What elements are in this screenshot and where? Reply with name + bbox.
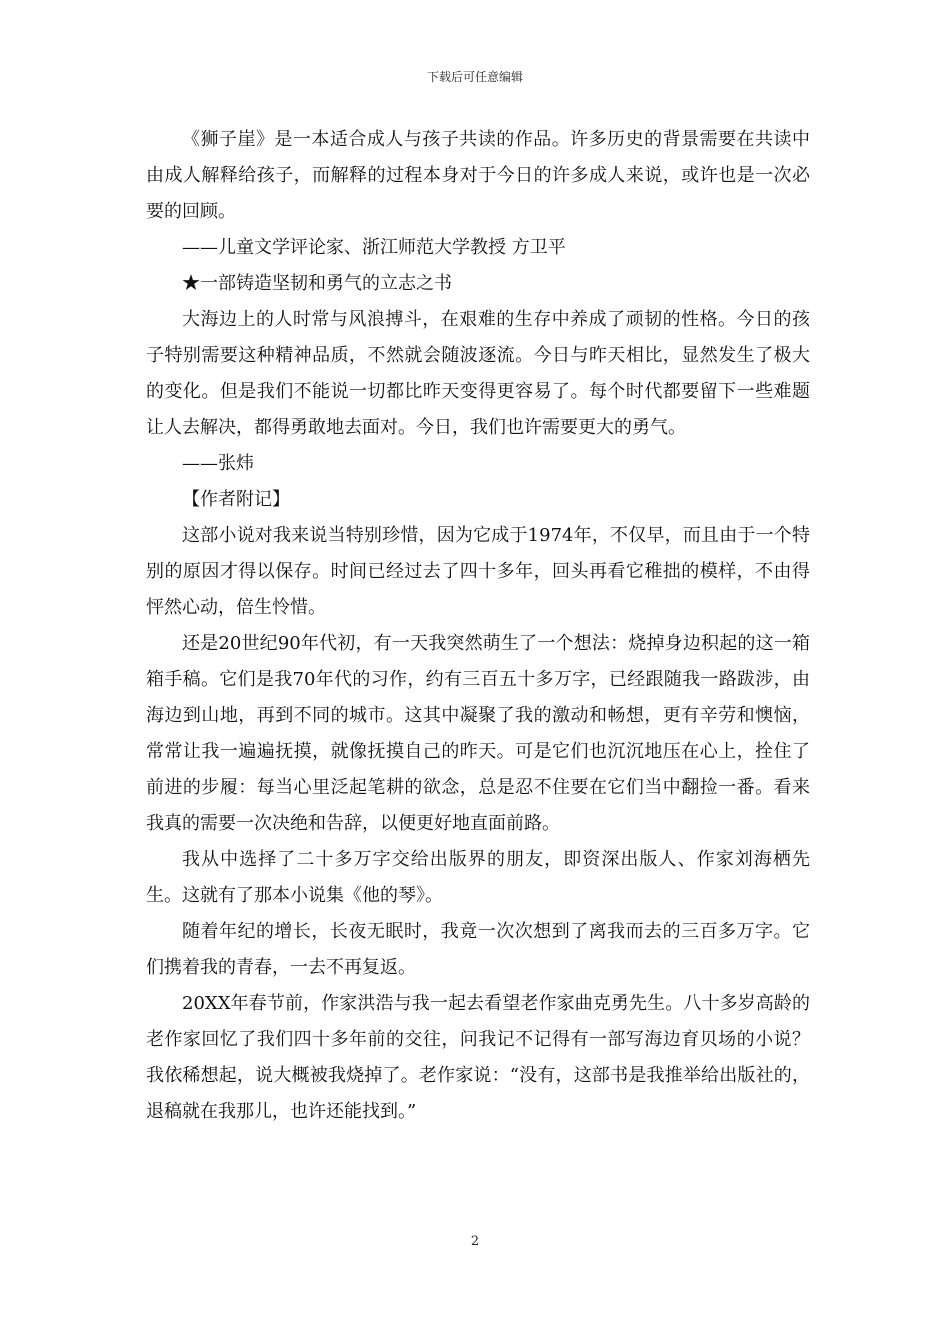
paragraph-cherish: 这部小说对我来说当特别珍惜，因为它成于1974年，不仅早，而且由于一个特别的原因才得以保存。时间已经过去了四十多年，回头再看它稚拙的模样，不由得怦然心动，倍生怜惜。 [146,525,810,618]
document-body [146,122,810,1130]
paragraph-manuscripts: 还是20世纪90年代初，有一天我突然萌生了一个想法：烧掉身边积起的这一箱箱手稿。它们是我70年代的习作，约有三百五十多万字，已经跟随我一路跋涉，由海边到山地，再到不同的城市。这其中凝聚了我的激动和畅想，更有辛劳和懊恼，常常让我一遍遍抚摸，就像抚摸自己的昨天。可是它们也沉沉地压在心上，拴住了前进的步履：每当心里泛起笔耕的欲念，总是忍不住要在它们当中翻捡一番。看来我真的需要一次决绝和告辞，以便更好地直面前路。 [146,633,810,834]
paragraph-selection: 我从中选择了二十多万字交给出版界的朋友，即资深出版人、作家刘海栖先生。这就有了那本小说集《他的琴》。 [146,849,810,906]
page-header: 下载后可任意编辑 [426,70,523,84]
paragraph-section-heading: ★一部铸造坚韧和勇气的立志之书 [182,273,452,294]
page-number: 2 [470,1234,480,1249]
paragraph-visit: 20XX年春节前，作家洪浩与我一起去看望老作家曲克勇先生。八十多岁高龄的老作家回忆了我们四十多年前的交往，问我记不记得有一部写海边育贝场的小说？我依稀想起，说大概被我烧掉了。老作家说：“没有，这部书是我推举给出版社的，退稿就在我那儿，也许还能找到。” [146,993,810,1122]
paragraph-nights: 随着年纪的增长，长夜无眠时，我竟一次次想到了离我而去的三百多万字。它们携着我的青春，一去不再复返。 [146,921,810,978]
paragraph-intro-review: 《狮子崖》是一本适合成人与孩子共读的作品。许多历史的背景需要在共读中由成人解释给孩子，而解释的过程本身对于今日的许多成人来说，或许也是一次必要的回顾。 [146,129,810,222]
paragraph-attribution-fang: ——儿童文学评论家、浙江师范大学教授 方卫平 [182,237,566,258]
paragraph-author-note-heading: 【作者附记】 [182,489,290,510]
paragraph-sea-spirit: 大海边上的人时常与风浪搏斗，在艰难的生存中养成了顽韧的性格。今日的孩子特别需要这种精神品质，不然就会随波逐流。今日与昨天相比，显然发生了极大的变化。但是我们不能说一切都比昨天变得更容易了。每个时代都要留下一些难题让人去解决，都得勇敢地去面对。今日，我们也许需要更大的勇气。 [146,309,810,438]
paragraph-attribution-zhang: ——张炜 [182,453,254,474]
